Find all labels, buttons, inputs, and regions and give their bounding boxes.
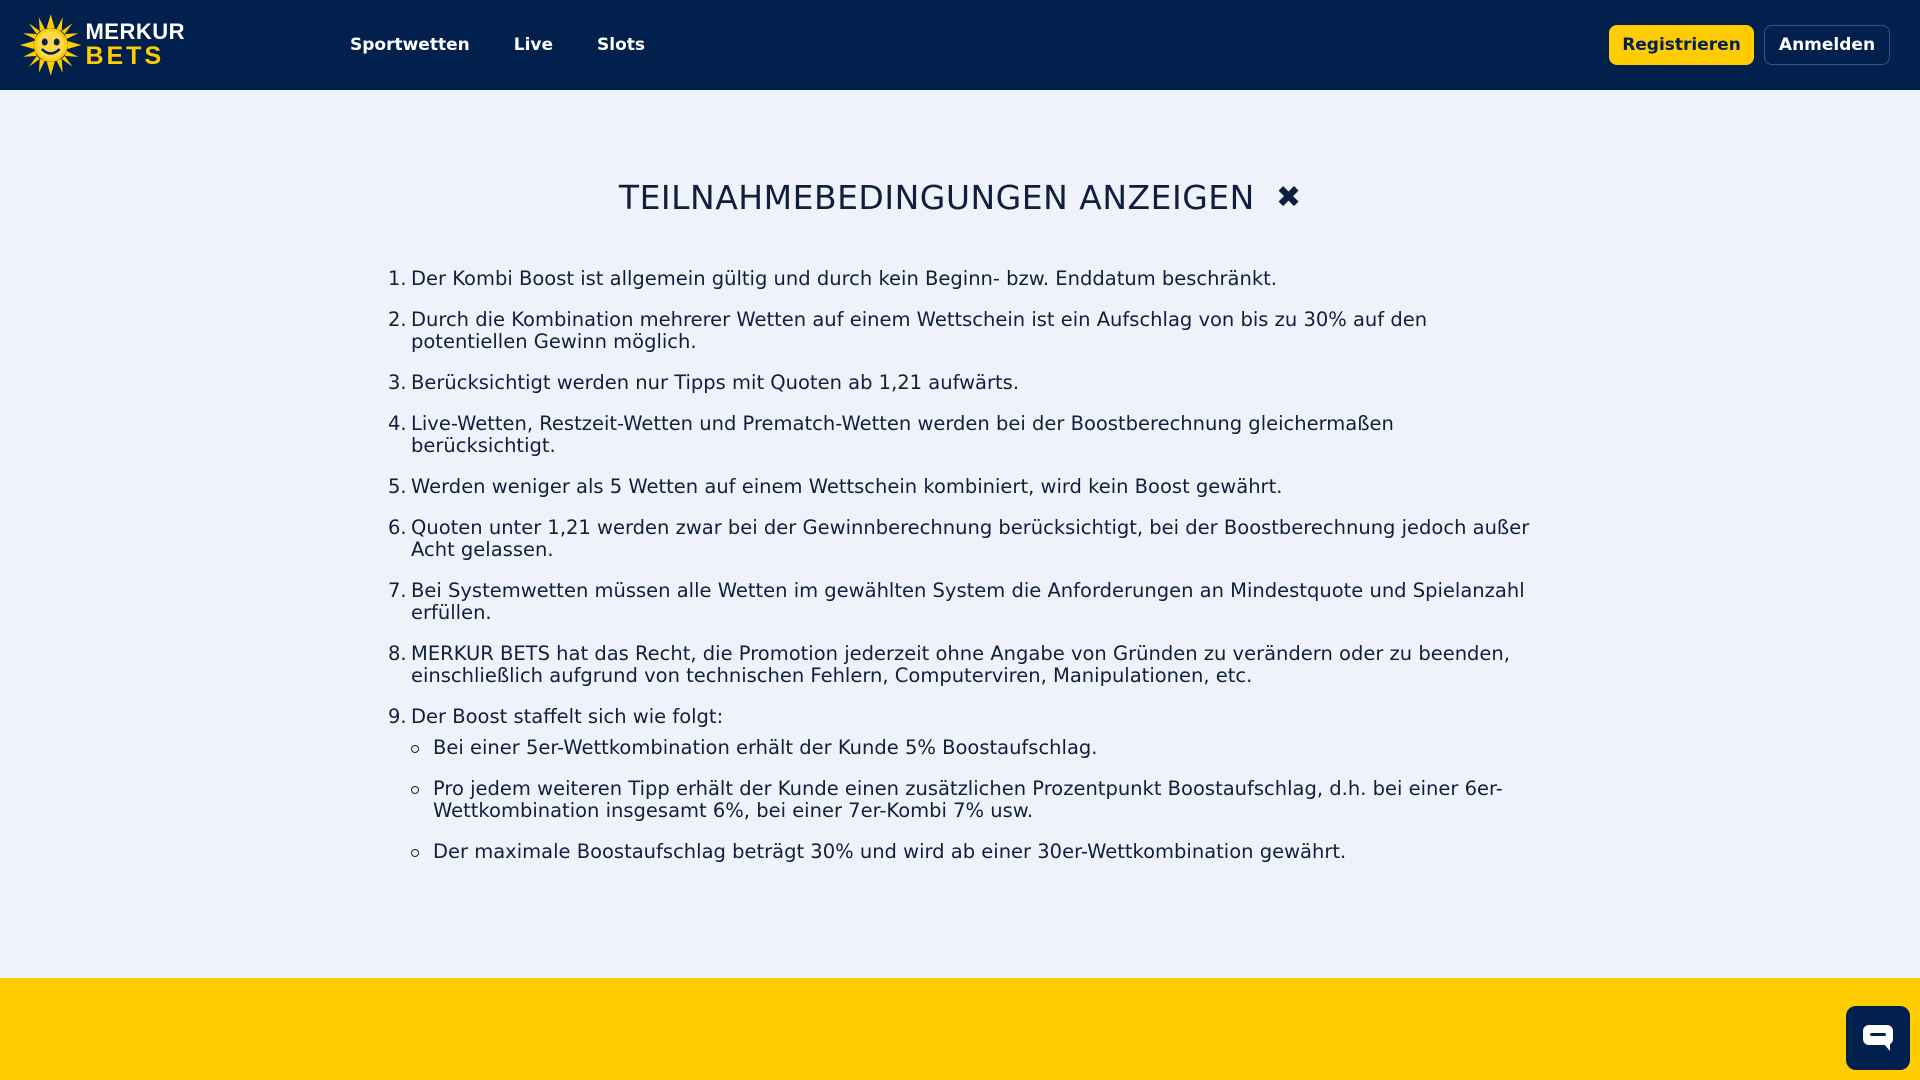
terms-item	[363, 706, 1543, 863]
terms-item	[363, 268, 1543, 290]
terms-list	[363, 268, 1543, 863]
boost-tier-item	[411, 778, 1543, 822]
terms-item	[363, 413, 1543, 457]
terms-item	[363, 517, 1543, 561]
boost-tier-text: Bei einer 5er-Wettkombination erhält der Kunde 5% Boostaufschlag.	[433, 736, 1098, 759]
logo-text-merkur: MERKUR	[85, 19, 185, 44]
terms-item-text: Berücksichtigt werden nur Tipps mit Quoten ab 1,21 aufwärts.	[411, 371, 1020, 394]
terms-item-number: 5.	[388, 475, 407, 498]
terms-item-number: 2.	[388, 308, 407, 331]
main-nav	[350, 0, 689, 90]
footer-band	[0, 978, 1920, 1080]
site-header	[0, 0, 1920, 90]
bullet-circle-icon	[411, 745, 419, 753]
boost-tier-text: Pro jedem weiteren Tipp erhält der Kunde einen zusätzlichen Prozentpunkt Boostaufschlag, d.h. bei einer 6er-Wettkombination insgesamt 6%, bei einer 7er-Kombi 7% usw.	[433, 777, 1503, 822]
terms-item	[363, 309, 1543, 353]
nav-link-slots[interactable]: Slots	[597, 35, 646, 55]
terms-item-text: Bei Systemwetten müssen alle Wetten im gewählten System die Anforderungen an Mindestquote und Spielanzahl erfüllen.	[411, 579, 1525, 624]
terms-list-container	[363, 268, 1543, 882]
terms-item-text: Der Boost staffelt sich wie folgt:	[411, 705, 724, 728]
terms-item-number: 7.	[388, 579, 407, 602]
nav-link-live[interactable]: Live	[513, 35, 554, 55]
boost-tier-item	[411, 841, 1543, 863]
page-title: TEILNAHMEBEDINGUNGEN ANZEIGEN	[618, 178, 1255, 217]
close-icon[interactable]: ✖	[1275, 180, 1302, 215]
nav-link-sportwetten[interactable]: Sportwetten	[350, 35, 470, 55]
boost-tier-list	[411, 737, 1543, 863]
boost-tier-item	[411, 737, 1543, 759]
boost-tier-text: Der maximale Boostaufschlag beträgt 30% und wird ab einer 30er-Wettkombination gewährt.	[433, 840, 1347, 863]
terms-item	[363, 372, 1543, 394]
terms-item-number: 8.	[388, 642, 407, 665]
merkur-bets-logo[interactable]	[20, 14, 185, 76]
terms-item-number: 6.	[388, 516, 407, 539]
terms-item-number: 9.	[388, 705, 407, 728]
terms-item-text: Werden weniger als 5 Wetten auf einem Wettschein kombiniert, wird kein Boost gewährt.	[411, 475, 1283, 498]
register-button[interactable]: Registrieren	[1609, 25, 1754, 65]
terms-item-number: 3.	[388, 371, 407, 394]
terms-item	[363, 643, 1543, 687]
terms-item	[363, 580, 1543, 624]
chat-bubble-icon	[1862, 1024, 1894, 1052]
terms-item-number: 4.	[388, 412, 407, 435]
merkur-sun-icon	[20, 14, 81, 76]
terms-item-text: Der Kombi Boost ist allgemein gültig und durch kein Beginn- bzw. Enddatum beschränkt.	[411, 267, 1277, 290]
terms-item-text: Durch die Kombination mehrerer Wetten auf einem Wettschein ist ein Aufschlag von bis zu 30% auf den potentiellen Gewinn möglich.	[411, 308, 1428, 353]
terms-item-number: 1.	[388, 267, 407, 290]
chat-button[interactable]	[1846, 1006, 1910, 1070]
terms-title-row	[0, 178, 1920, 218]
logo-text-bets: BETS	[85, 42, 165, 70]
terms-item	[363, 476, 1543, 498]
terms-item-text: MERKUR BETS hat das Recht, die Promotion jederzeit ohne Angabe von Gründen zu verändern oder zu beenden, einschließlich aufgrund von technischen Fehlern, Computerviren, Manipulationen, etc.	[411, 642, 1510, 687]
terms-item-text: Live-Wetten, Restzeit-Wetten und Prematch-Wetten werden bei der Boostberechnung gleichermaßen berücksichtigt.	[411, 412, 1394, 457]
bullet-circle-icon	[411, 849, 419, 857]
bullet-circle-icon	[411, 786, 419, 794]
login-button[interactable]: Anmelden	[1764, 25, 1890, 65]
terms-item-text: Quoten unter 1,21 werden zwar bei der Gewinnberechnung berücksichtigt, bei der Boostberechnung jedoch außer Acht gelassen.	[411, 516, 1530, 561]
